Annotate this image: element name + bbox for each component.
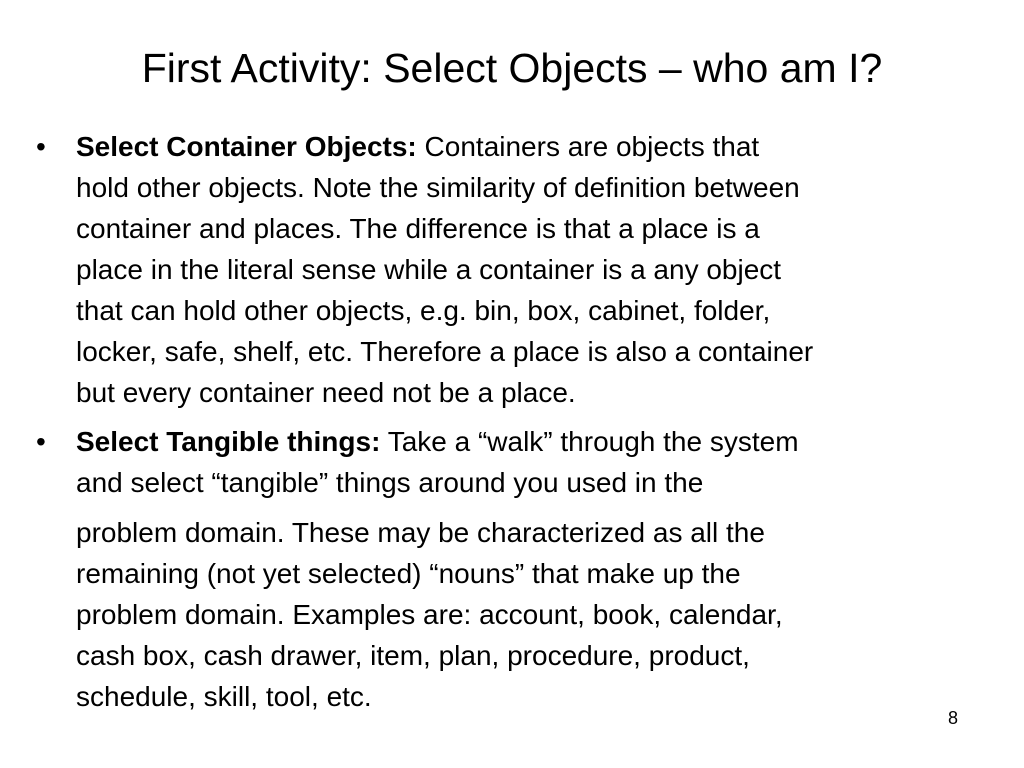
bullet-line: remaining (not yet selected) “nouns” that make up the: [76, 558, 741, 589]
bullet-line: schedule, skill, tool, etc.: [76, 681, 372, 712]
bullet-line: and select “tangible” things around you used in the: [76, 467, 704, 498]
bullet-line: container and places. The difference is that a place is a: [76, 213, 760, 244]
bullet-text: Take a “walk” through the system: [387, 426, 799, 457]
bullet-line: hold other objects. Note the similarity of definition between: [76, 172, 800, 203]
bullet-text: Containers are objects that: [424, 131, 760, 162]
bullet-line: [76, 421, 799, 462]
bullet-line: [76, 126, 759, 167]
page-number: 8: [948, 708, 959, 728]
bullet-line: locker, safe, shelf, etc. Therefore a place is also a container: [76, 336, 814, 367]
bullet-line: that can hold other objects, e.g. bin, box, cabinet, folder,: [76, 295, 771, 326]
bullet-heading: Select Container Objects:: [76, 131, 417, 162]
bullet-line: problem domain. These may be characterized as all the: [76, 517, 765, 548]
bullet-marker: •: [36, 426, 46, 457]
bullet-line: place in the literal sense while a container is a any object: [76, 254, 782, 285]
bullet-line: problem domain. Examples are: account, book, calendar,: [76, 599, 783, 630]
bullet-heading: Select Tangible things:: [76, 426, 381, 457]
bullet-line: cash box, cash drawer, item, plan, procedure, product,: [76, 640, 750, 671]
bullet-marker: •: [36, 131, 46, 162]
bullet-line: but every container need not be a place.: [76, 377, 576, 408]
slide-title: First Activity: Select Objects – who am I?: [141, 45, 883, 91]
